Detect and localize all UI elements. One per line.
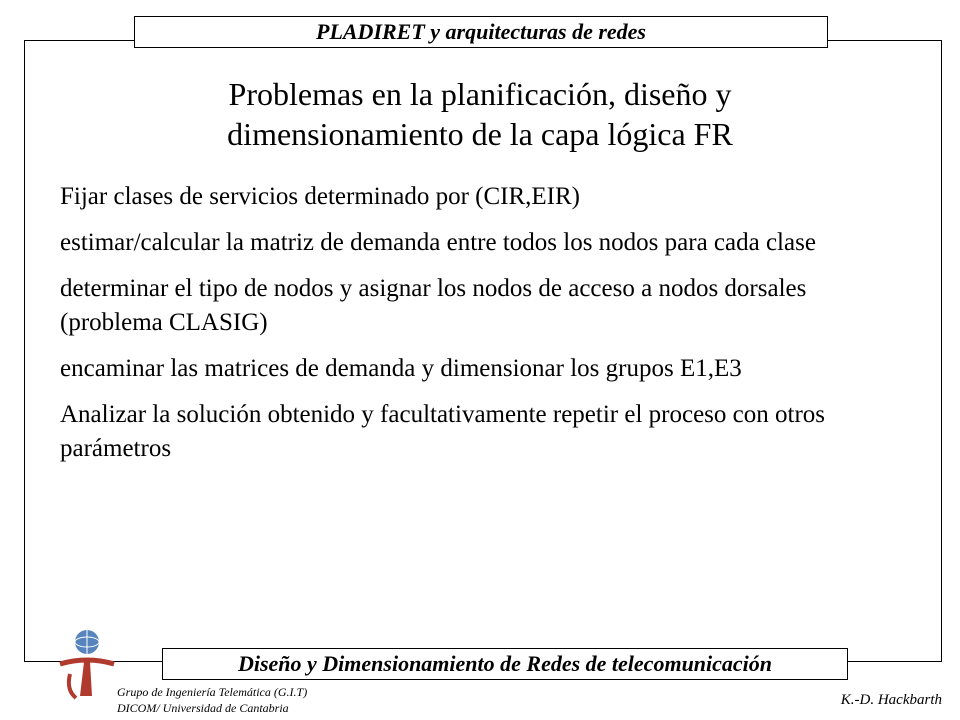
git-logo-icon <box>54 626 120 702</box>
header-title: PLADIRET y arquitecturas de redes <box>316 19 646 44</box>
list-item: Analizar la solución obtenido y facultativamente repetir el proceso con otros parámetros <box>60 401 826 462</box>
list-item: estimar/calcular la matriz de demanda entre todos los nodos para cada clase <box>60 229 816 256</box>
bullet-list <box>60 180 910 478</box>
footer-title-box <box>162 648 848 680</box>
slide-title <box>100 74 860 154</box>
list-item: encaminar las matrices de demanda y dimensionar los grupos E1,E3 <box>60 355 742 382</box>
group-affiliation <box>117 684 307 716</box>
list-item: Fijar clases de servicios determinado por (CIR,EIR) <box>60 183 580 210</box>
header-title-box <box>134 16 828 48</box>
footer-title: Diseño y Dimensionamiento de Redes de telecomunicación <box>237 651 773 676</box>
slide-title-line-1: Problemas en la planificación, diseño y <box>228 76 732 112</box>
slide-title-line-2: dimensionamiento de la capa lógica FR <box>227 116 733 152</box>
author-name: K.-D. Hackbarth <box>840 692 942 708</box>
university-name: DICOM/ Universidad de Cantabria <box>117 701 289 715</box>
group-name: Grupo de Ingeniería Telemática (G.I.T) <box>117 685 308 699</box>
list-item: determinar el tipo de nodos y asignar los nodos de acceso a nodos dorsales (problema CLASIG) <box>60 275 807 336</box>
